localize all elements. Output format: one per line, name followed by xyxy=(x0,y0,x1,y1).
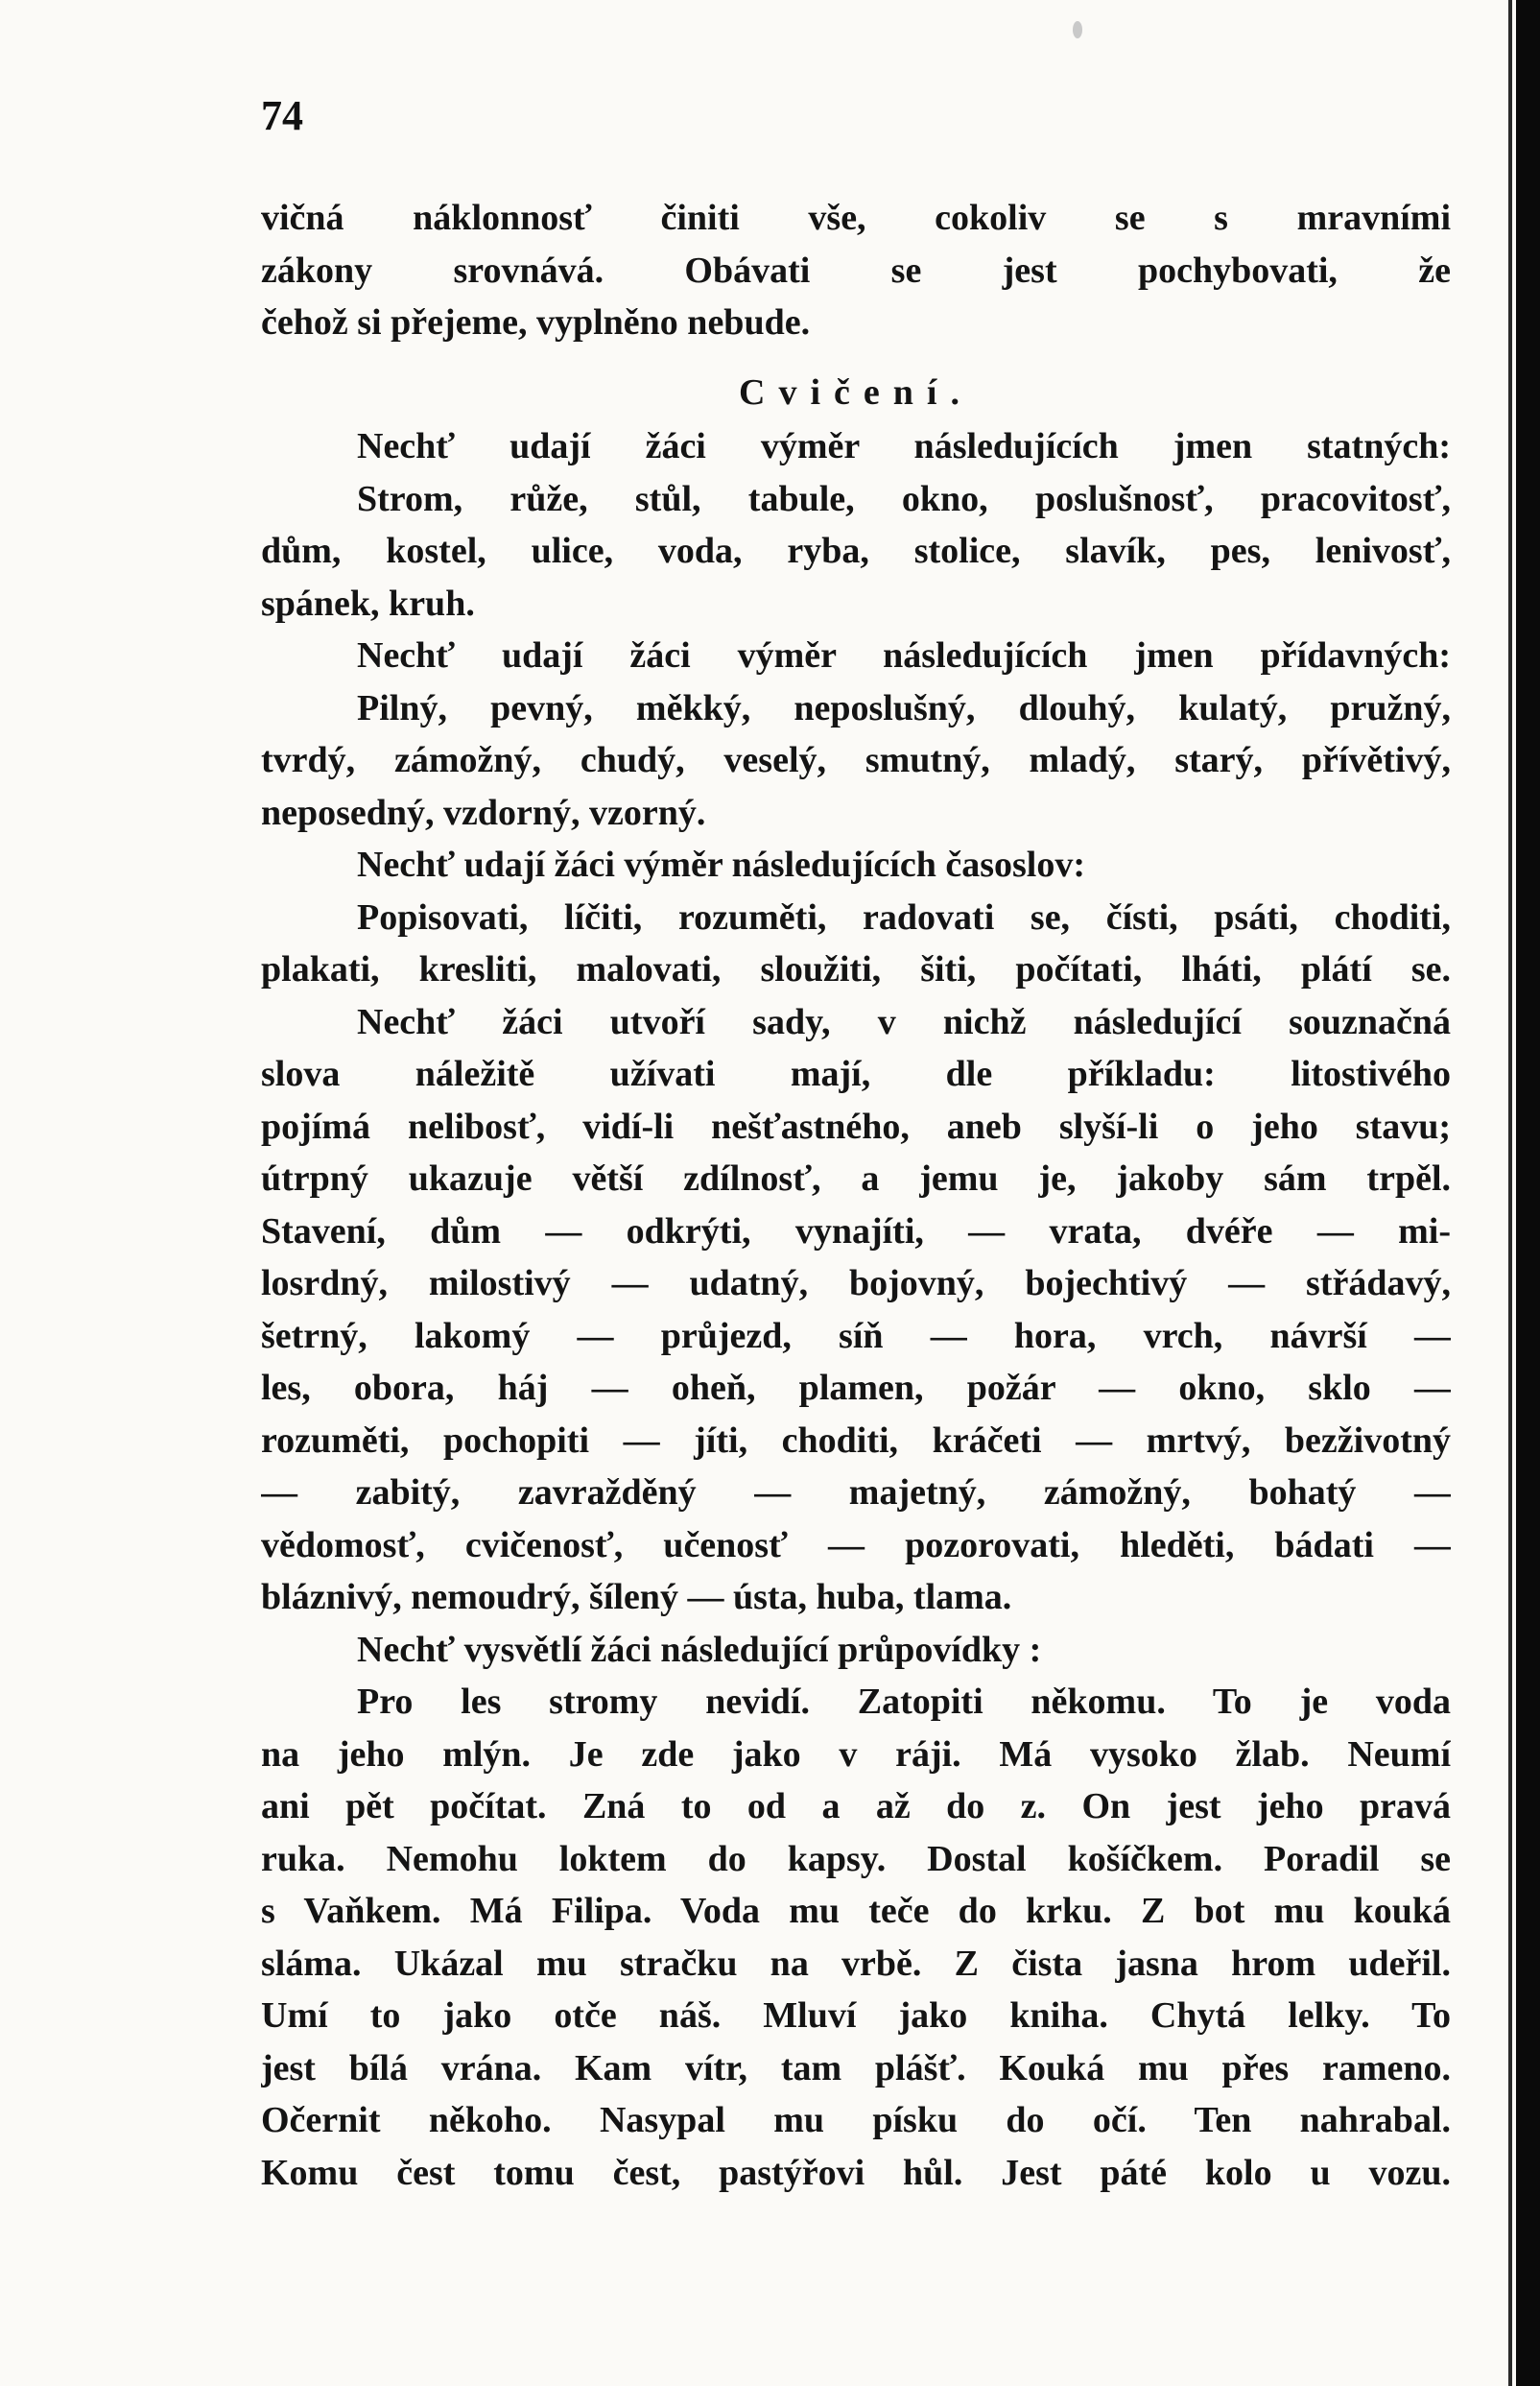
page-gutter-line xyxy=(1508,0,1512,2386)
page-number: 74 xyxy=(261,92,303,139)
text-line: ruka. Nemohu loktem do kapsy. Dostal košíčkem. Poradil se xyxy=(261,1838,1451,1879)
text-line: jest bílá vrána. Kam vítr, tam plášť. Kouká mu přes rameno. xyxy=(261,2047,1451,2088)
text-line: les, obora, háj — oheň, plamen, požár — okno, sklo — xyxy=(261,1368,1451,1408)
text-line: s Vaňkem. Má Filipa. Voda mu teče do krku. Z bot mu kouká xyxy=(261,1891,1451,1931)
text-line: šetrný, lakomý — průjezd, síň — hora, vrch, návrší — xyxy=(261,1315,1451,1356)
text-line: čehož si přejeme, vyplněno nebude. xyxy=(261,302,811,343)
scan-border xyxy=(1516,0,1540,2386)
scan-speck xyxy=(1073,21,1082,38)
text-line: Umí to jako otče náš. Mluví jako kniha. Chytá lelky. To xyxy=(261,1995,1451,2036)
text-line: Očernit někoho. Nasypal mu písku do očí. Ten nahrabal. xyxy=(261,2100,1451,2140)
text-line: Nechť udají žáci výměr následujících jmen statných: xyxy=(357,426,1451,466)
text-line: spánek, kruh. xyxy=(261,583,475,624)
text-line: Nechť vysvětlí žáci následující průpovídky : xyxy=(357,1629,1042,1670)
text-line: — zabitý, zavražděný — majetný, zámožný, bohatý — xyxy=(261,1472,1451,1513)
text-line: neposedný, vzdorný, vzorný. xyxy=(261,792,706,833)
text-line: na jeho mlýn. Je zde jako v ráji. Má vysoko žlab. Neumí xyxy=(261,1733,1451,1775)
text-line: Nechť udají žáci výměr následujících jmen přídavných: xyxy=(357,635,1451,676)
text-line: vičná náklonnosť činiti vše, cokoliv se s mravními xyxy=(261,198,1451,238)
text-line: bláznivý, nemoudrý, šílený — ústa, huba, tlama. xyxy=(261,1577,1012,1617)
text-line: tvrdý, zámožný, chudý, veselý, smutný, mladý, starý, přívětivý, xyxy=(261,740,1451,780)
page-body-text xyxy=(261,192,1451,2199)
text-line: Pro les stromy nevidí. Zatopiti někomu. To je voda xyxy=(357,1682,1451,1722)
text-line: Pilný, pevný, měkký, neposlušný, dlouhý, kulatý, pružný, xyxy=(357,687,1451,728)
text-line: Nechť žáci utvoří sady, v nichž následující souznačná xyxy=(357,1001,1451,1042)
text-line: Nechť udají žáci výměr následujících časoslov: xyxy=(357,845,1085,885)
text-line: pojímá nelibosť, vidí-li nešťastného, aneb slyší-li o jeho stavu; xyxy=(261,1106,1451,1147)
text-line: Komu čest tomu čest, pastýřovi hůl. Jest páté kolo u vozu. xyxy=(261,2152,1451,2193)
text-line: plakati, kresliti, malovati, sloužiti, šiti, počítati, lháti, plátí se. xyxy=(261,949,1451,990)
text-line: dům, kostel, ulice, voda, ryba, stolice, slavík, pes, lenivosť, xyxy=(261,531,1451,571)
text-line: Stavení, dům — odkrýti, vynajíti, — vrata, dvéře — mi- xyxy=(261,1210,1451,1252)
text-line: Cvičení. xyxy=(739,371,973,413)
text-line: útrpný ukazuje větší zdílnosť, a jemu je, jakoby sám trpěl. xyxy=(261,1158,1451,1199)
text-line: Strom, růže, stůl, tabule, okno, poslušnosť, pracovitosť, xyxy=(357,478,1451,519)
text-line: slova náležitě užívati mají, dle příkladu: litostivého xyxy=(261,1054,1451,1094)
text-line: zákony srovnává. Obávati se jest pochybovati, že xyxy=(261,250,1451,291)
text-line: rozuměti, pochopiti — jíti, choditi, kráčeti — mrtvý, bezživotný xyxy=(261,1420,1451,1461)
text-line: sláma. Ukázal mu stračku na vrbě. Z čista jasna hrom udeřil. xyxy=(261,1943,1451,1984)
text-line: vědomosť, cvičenosť, učenosť — pozorovati, hleděti, bádati — xyxy=(261,1524,1451,1565)
text-line: losrdný, milostivý — udatný, bojovný, bojechtivý — střádavý, xyxy=(261,1263,1451,1303)
text-line: Popisovati, líčiti, rozuměti, radovati se, čísti, psáti, choditi, xyxy=(357,896,1451,938)
text-line: ani pět počítat. Zná to od a až do z. On jest jeho pravá xyxy=(261,1786,1451,1826)
